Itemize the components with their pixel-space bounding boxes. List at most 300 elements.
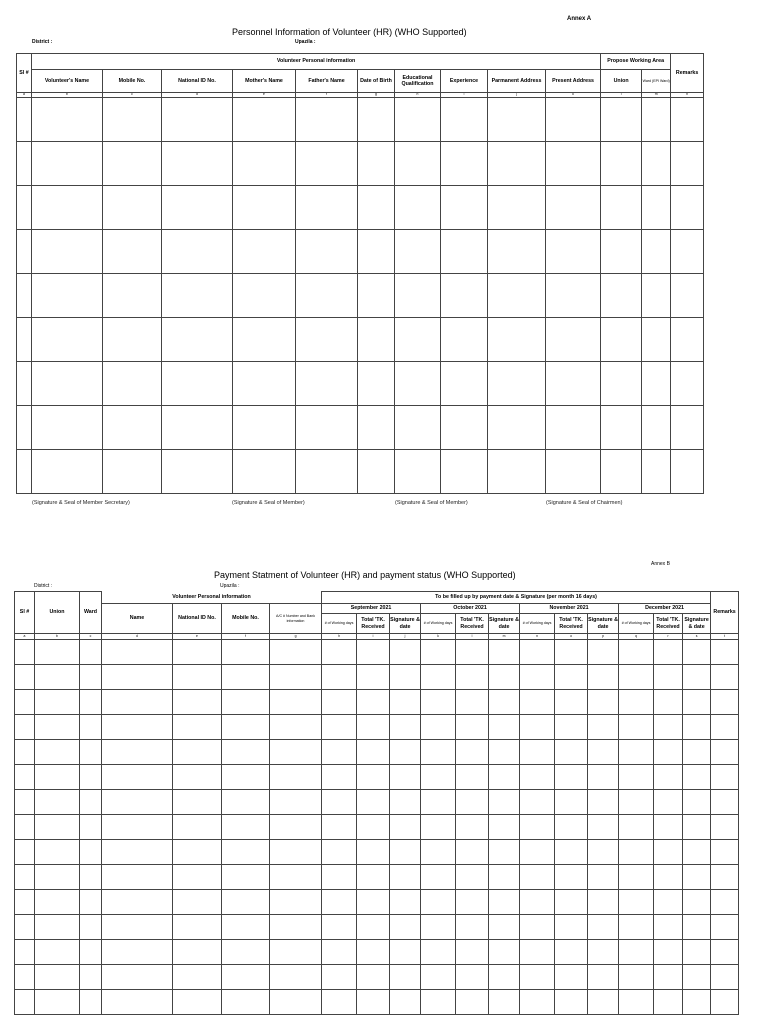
- b-entry-cell[interactable]: [619, 840, 654, 865]
- a-entry-cell[interactable]: [233, 362, 296, 406]
- a-entry-cell[interactable]: [441, 98, 488, 142]
- b-entry-cell[interactable]: [711, 890, 739, 915]
- b-entry-cell[interactable]: [173, 940, 222, 965]
- b-entry-cell[interactable]: [80, 740, 102, 765]
- a-entry-cell[interactable]: [103, 142, 162, 186]
- a-entry-cell[interactable]: [546, 230, 601, 274]
- b-entry-cell[interactable]: [683, 940, 711, 965]
- b-entry-cell[interactable]: [357, 940, 390, 965]
- b-entry-cell[interactable]: [654, 865, 683, 890]
- a-entry-cell[interactable]: [488, 142, 546, 186]
- b-entry-cell[interactable]: [683, 990, 711, 1015]
- b-entry-cell[interactable]: [421, 990, 456, 1015]
- a-entry-cell[interactable]: [671, 186, 704, 230]
- b-entry-cell[interactable]: [619, 965, 654, 990]
- b-entry-cell[interactable]: [390, 915, 421, 940]
- b-entry-cell[interactable]: [390, 690, 421, 715]
- b-entry-cell[interactable]: [102, 715, 173, 740]
- b-entry-cell[interactable]: [35, 965, 80, 990]
- b-entry-cell[interactable]: [15, 890, 35, 915]
- a-entry-cell[interactable]: [441, 142, 488, 186]
- b-entry-cell[interactable]: [102, 765, 173, 790]
- b-entry-cell[interactable]: [322, 840, 357, 865]
- b-entry-cell[interactable]: [173, 840, 222, 865]
- b-entry-cell[interactable]: [222, 840, 270, 865]
- a-entry-cell[interactable]: [601, 274, 642, 318]
- b-entry-cell[interactable]: [80, 790, 102, 815]
- a-entry-cell[interactable]: [32, 318, 103, 362]
- b-entry-cell[interactable]: [520, 740, 555, 765]
- b-entry-cell[interactable]: [102, 865, 173, 890]
- b-entry-cell[interactable]: [322, 665, 357, 690]
- b-entry-cell[interactable]: [711, 915, 739, 940]
- b-entry-cell[interactable]: [520, 990, 555, 1015]
- a-entry-cell[interactable]: [103, 406, 162, 450]
- b-entry-cell[interactable]: [683, 865, 711, 890]
- b-entry-cell[interactable]: [456, 790, 489, 815]
- b-entry-cell[interactable]: [421, 890, 456, 915]
- a-entry-cell[interactable]: [358, 362, 395, 406]
- b-entry-cell[interactable]: [270, 815, 322, 840]
- a-entry-cell[interactable]: [162, 450, 233, 494]
- a-entry-cell[interactable]: [395, 406, 441, 450]
- b-entry-cell[interactable]: [555, 990, 588, 1015]
- b-entry-cell[interactable]: [270, 665, 322, 690]
- a-entry-cell[interactable]: [17, 362, 32, 406]
- a-entry-cell[interactable]: [358, 450, 395, 494]
- b-entry-cell[interactable]: [711, 815, 739, 840]
- b-entry-cell[interactable]: [322, 940, 357, 965]
- a-entry-cell[interactable]: [642, 406, 671, 450]
- a-entry-cell[interactable]: [17, 186, 32, 230]
- b-entry-cell[interactable]: [322, 790, 357, 815]
- b-entry-cell[interactable]: [619, 990, 654, 1015]
- b-entry-cell[interactable]: [35, 815, 80, 840]
- b-entry-cell[interactable]: [456, 715, 489, 740]
- a-entry-cell[interactable]: [671, 318, 704, 362]
- b-entry-cell[interactable]: [102, 990, 173, 1015]
- b-entry-cell[interactable]: [322, 715, 357, 740]
- a-entry-cell[interactable]: [441, 230, 488, 274]
- b-entry-cell[interactable]: [619, 665, 654, 690]
- b-entry-cell[interactable]: [222, 965, 270, 990]
- b-entry-cell[interactable]: [222, 665, 270, 690]
- b-entry-cell[interactable]: [489, 765, 520, 790]
- b-entry-cell[interactable]: [456, 990, 489, 1015]
- a-entry-cell[interactable]: [32, 230, 103, 274]
- a-entry-cell[interactable]: [17, 406, 32, 450]
- a-entry-cell[interactable]: [162, 142, 233, 186]
- b-entry-cell[interactable]: [421, 865, 456, 890]
- b-entry-cell[interactable]: [35, 715, 80, 740]
- a-entry-cell[interactable]: [17, 230, 32, 274]
- b-entry-cell[interactable]: [588, 915, 619, 940]
- a-entry-cell[interactable]: [162, 406, 233, 450]
- b-entry-cell[interactable]: [711, 790, 739, 815]
- b-entry-cell[interactable]: [80, 915, 102, 940]
- b-entry-cell[interactable]: [357, 790, 390, 815]
- b-entry-cell[interactable]: [15, 690, 35, 715]
- b-entry-cell[interactable]: [489, 665, 520, 690]
- a-entry-cell[interactable]: [233, 98, 296, 142]
- a-entry-cell[interactable]: [601, 362, 642, 406]
- a-entry-cell[interactable]: [395, 274, 441, 318]
- b-entry-cell[interactable]: [619, 765, 654, 790]
- b-entry-cell[interactable]: [357, 840, 390, 865]
- b-entry-cell[interactable]: [102, 940, 173, 965]
- a-entry-cell[interactable]: [488, 274, 546, 318]
- a-entry-cell[interactable]: [441, 406, 488, 450]
- b-entry-cell[interactable]: [222, 715, 270, 740]
- b-entry-cell[interactable]: [390, 765, 421, 790]
- a-entry-cell[interactable]: [642, 450, 671, 494]
- b-entry-cell[interactable]: [421, 965, 456, 990]
- b-entry-cell[interactable]: [173, 790, 222, 815]
- b-entry-cell[interactable]: [222, 740, 270, 765]
- a-entry-cell[interactable]: [671, 142, 704, 186]
- b-entry-cell[interactable]: [654, 890, 683, 915]
- a-entry-cell[interactable]: [642, 98, 671, 142]
- b-entry-cell[interactable]: [222, 990, 270, 1015]
- b-entry-cell[interactable]: [421, 840, 456, 865]
- b-entry-cell[interactable]: [357, 865, 390, 890]
- b-entry-cell[interactable]: [520, 890, 555, 915]
- a-entry-cell[interactable]: [441, 362, 488, 406]
- a-entry-cell[interactable]: [103, 450, 162, 494]
- b-entry-cell[interactable]: [15, 640, 35, 665]
- b-entry-cell[interactable]: [520, 965, 555, 990]
- b-entry-cell[interactable]: [390, 815, 421, 840]
- b-entry-cell[interactable]: [683, 840, 711, 865]
- b-entry-cell[interactable]: [270, 790, 322, 815]
- b-entry-cell[interactable]: [270, 715, 322, 740]
- a-entry-cell[interactable]: [233, 406, 296, 450]
- a-entry-cell[interactable]: [233, 318, 296, 362]
- a-entry-cell[interactable]: [32, 142, 103, 186]
- a-entry-cell[interactable]: [546, 318, 601, 362]
- b-entry-cell[interactable]: [588, 765, 619, 790]
- b-entry-cell[interactable]: [683, 915, 711, 940]
- b-entry-cell[interactable]: [520, 765, 555, 790]
- a-entry-cell[interactable]: [233, 274, 296, 318]
- b-entry-cell[interactable]: [520, 815, 555, 840]
- a-entry-cell[interactable]: [546, 362, 601, 406]
- b-entry-cell[interactable]: [489, 865, 520, 890]
- a-entry-cell[interactable]: [233, 186, 296, 230]
- b-entry-cell[interactable]: [322, 740, 357, 765]
- a-entry-cell[interactable]: [103, 98, 162, 142]
- b-entry-cell[interactable]: [683, 890, 711, 915]
- b-entry-cell[interactable]: [456, 840, 489, 865]
- a-entry-cell[interactable]: [671, 406, 704, 450]
- a-entry-cell[interactable]: [358, 186, 395, 230]
- b-entry-cell[interactable]: [654, 740, 683, 765]
- a-entry-cell[interactable]: [233, 230, 296, 274]
- b-entry-cell[interactable]: [421, 715, 456, 740]
- a-entry-cell[interactable]: [671, 362, 704, 406]
- b-entry-cell[interactable]: [683, 815, 711, 840]
- b-entry-cell[interactable]: [654, 690, 683, 715]
- b-entry-cell[interactable]: [270, 890, 322, 915]
- b-entry-cell[interactable]: [683, 690, 711, 715]
- b-entry-cell[interactable]: [80, 965, 102, 990]
- a-entry-cell[interactable]: [296, 274, 358, 318]
- a-entry-cell[interactable]: [601, 450, 642, 494]
- b-entry-cell[interactable]: [619, 815, 654, 840]
- b-entry-cell[interactable]: [15, 740, 35, 765]
- b-entry-cell[interactable]: [322, 865, 357, 890]
- b-entry-cell[interactable]: [15, 965, 35, 990]
- b-entry-cell[interactable]: [357, 915, 390, 940]
- a-entry-cell[interactable]: [358, 406, 395, 450]
- b-entry-cell[interactable]: [35, 865, 80, 890]
- b-entry-cell[interactable]: [222, 790, 270, 815]
- a-entry-cell[interactable]: [17, 318, 32, 362]
- b-entry-cell[interactable]: [456, 740, 489, 765]
- b-entry-cell[interactable]: [102, 840, 173, 865]
- a-entry-cell[interactable]: [546, 406, 601, 450]
- a-entry-cell[interactable]: [441, 274, 488, 318]
- b-entry-cell[interactable]: [421, 765, 456, 790]
- b-entry-cell[interactable]: [15, 865, 35, 890]
- a-entry-cell[interactable]: [395, 318, 441, 362]
- b-entry-cell[interactable]: [619, 940, 654, 965]
- a-entry-cell[interactable]: [488, 230, 546, 274]
- a-entry-cell[interactable]: [296, 362, 358, 406]
- b-entry-cell[interactable]: [489, 965, 520, 990]
- a-entry-cell[interactable]: [488, 362, 546, 406]
- b-entry-cell[interactable]: [270, 765, 322, 790]
- a-entry-cell[interactable]: [17, 274, 32, 318]
- b-entry-cell[interactable]: [35, 740, 80, 765]
- b-entry-cell[interactable]: [711, 690, 739, 715]
- b-entry-cell[interactable]: [15, 715, 35, 740]
- b-entry-cell[interactable]: [683, 965, 711, 990]
- a-entry-cell[interactable]: [546, 98, 601, 142]
- b-entry-cell[interactable]: [357, 665, 390, 690]
- b-entry-cell[interactable]: [619, 715, 654, 740]
- b-entry-cell[interactable]: [390, 790, 421, 815]
- a-entry-cell[interactable]: [671, 98, 704, 142]
- a-entry-cell[interactable]: [642, 274, 671, 318]
- a-entry-cell[interactable]: [671, 450, 704, 494]
- a-entry-cell[interactable]: [488, 318, 546, 362]
- b-entry-cell[interactable]: [588, 665, 619, 690]
- b-entry-cell[interactable]: [456, 865, 489, 890]
- b-entry-cell[interactable]: [711, 665, 739, 690]
- a-entry-cell[interactable]: [296, 98, 358, 142]
- b-entry-cell[interactable]: [619, 740, 654, 765]
- a-entry-cell[interactable]: [296, 186, 358, 230]
- b-entry-cell[interactable]: [173, 965, 222, 990]
- b-entry-cell[interactable]: [456, 965, 489, 990]
- b-entry-cell[interactable]: [390, 965, 421, 990]
- b-entry-cell[interactable]: [421, 815, 456, 840]
- b-entry-cell[interactable]: [421, 740, 456, 765]
- b-entry-cell[interactable]: [35, 640, 80, 665]
- a-entry-cell[interactable]: [32, 406, 103, 450]
- a-entry-cell[interactable]: [32, 362, 103, 406]
- b-entry-cell[interactable]: [456, 915, 489, 940]
- b-entry-cell[interactable]: [270, 865, 322, 890]
- b-entry-cell[interactable]: [520, 865, 555, 890]
- b-entry-cell[interactable]: [456, 890, 489, 915]
- b-entry-cell[interactable]: [390, 840, 421, 865]
- b-entry-cell[interactable]: [15, 915, 35, 940]
- b-entry-cell[interactable]: [588, 940, 619, 965]
- b-entry-cell[interactable]: [520, 790, 555, 815]
- a-entry-cell[interactable]: [358, 230, 395, 274]
- b-entry-cell[interactable]: [222, 915, 270, 940]
- a-entry-cell[interactable]: [601, 406, 642, 450]
- a-entry-cell[interactable]: [546, 450, 601, 494]
- a-entry-cell[interactable]: [32, 274, 103, 318]
- b-entry-cell[interactable]: [15, 815, 35, 840]
- b-entry-cell[interactable]: [683, 790, 711, 815]
- b-entry-cell[interactable]: [357, 890, 390, 915]
- b-entry-cell[interactable]: [683, 640, 711, 665]
- a-entry-cell[interactable]: [358, 98, 395, 142]
- a-entry-cell[interactable]: [488, 98, 546, 142]
- b-entry-cell[interactable]: [555, 740, 588, 765]
- a-entry-cell[interactable]: [296, 142, 358, 186]
- b-entry-cell[interactable]: [619, 865, 654, 890]
- a-entry-cell[interactable]: [17, 98, 32, 142]
- b-entry-cell[interactable]: [456, 665, 489, 690]
- a-entry-cell[interactable]: [296, 318, 358, 362]
- b-entry-cell[interactable]: [390, 890, 421, 915]
- b-entry-cell[interactable]: [588, 815, 619, 840]
- b-entry-cell[interactable]: [80, 665, 102, 690]
- b-entry-cell[interactable]: [173, 890, 222, 915]
- b-entry-cell[interactable]: [322, 640, 357, 665]
- b-entry-cell[interactable]: [173, 990, 222, 1015]
- b-entry-cell[interactable]: [520, 640, 555, 665]
- a-entry-cell[interactable]: [441, 186, 488, 230]
- b-entry-cell[interactable]: [102, 740, 173, 765]
- a-entry-cell[interactable]: [395, 186, 441, 230]
- a-entry-cell[interactable]: [601, 142, 642, 186]
- b-entry-cell[interactable]: [322, 815, 357, 840]
- b-entry-cell[interactable]: [456, 640, 489, 665]
- b-entry-cell[interactable]: [270, 965, 322, 990]
- b-entry-cell[interactable]: [390, 865, 421, 890]
- b-entry-cell[interactable]: [619, 915, 654, 940]
- b-entry-cell[interactable]: [520, 915, 555, 940]
- a-entry-cell[interactable]: [103, 362, 162, 406]
- b-entry-cell[interactable]: [555, 940, 588, 965]
- b-entry-cell[interactable]: [222, 890, 270, 915]
- a-entry-cell[interactable]: [395, 98, 441, 142]
- b-entry-cell[interactable]: [357, 990, 390, 1015]
- b-entry-cell[interactable]: [654, 940, 683, 965]
- b-entry-cell[interactable]: [35, 990, 80, 1015]
- b-entry-cell[interactable]: [654, 990, 683, 1015]
- b-entry-cell[interactable]: [270, 640, 322, 665]
- a-entry-cell[interactable]: [162, 186, 233, 230]
- b-entry-cell[interactable]: [555, 690, 588, 715]
- a-entry-cell[interactable]: [395, 450, 441, 494]
- a-entry-cell[interactable]: [17, 142, 32, 186]
- b-entry-cell[interactable]: [102, 915, 173, 940]
- a-entry-cell[interactable]: [103, 230, 162, 274]
- b-entry-cell[interactable]: [555, 890, 588, 915]
- a-entry-cell[interactable]: [642, 362, 671, 406]
- b-entry-cell[interactable]: [80, 940, 102, 965]
- b-entry-cell[interactable]: [102, 890, 173, 915]
- a-entry-cell[interactable]: [601, 98, 642, 142]
- a-entry-cell[interactable]: [395, 230, 441, 274]
- b-entry-cell[interactable]: [520, 940, 555, 965]
- b-entry-cell[interactable]: [102, 665, 173, 690]
- b-entry-cell[interactable]: [555, 915, 588, 940]
- b-entry-cell[interactable]: [555, 815, 588, 840]
- b-entry-cell[interactable]: [357, 965, 390, 990]
- b-entry-cell[interactable]: [15, 765, 35, 790]
- b-entry-cell[interactable]: [711, 865, 739, 890]
- b-entry-cell[interactable]: [15, 940, 35, 965]
- b-entry-cell[interactable]: [711, 990, 739, 1015]
- a-entry-cell[interactable]: [358, 318, 395, 362]
- b-entry-cell[interactable]: [357, 690, 390, 715]
- a-entry-cell[interactable]: [601, 186, 642, 230]
- b-entry-cell[interactable]: [489, 815, 520, 840]
- a-entry-cell[interactable]: [441, 318, 488, 362]
- a-entry-cell[interactable]: [358, 274, 395, 318]
- b-entry-cell[interactable]: [489, 915, 520, 940]
- b-entry-cell[interactable]: [270, 840, 322, 865]
- b-entry-cell[interactable]: [322, 915, 357, 940]
- b-entry-cell[interactable]: [35, 765, 80, 790]
- b-entry-cell[interactable]: [390, 990, 421, 1015]
- b-entry-cell[interactable]: [222, 940, 270, 965]
- b-entry-cell[interactable]: [520, 840, 555, 865]
- b-entry-cell[interactable]: [102, 965, 173, 990]
- b-entry-cell[interactable]: [102, 690, 173, 715]
- b-entry-cell[interactable]: [270, 690, 322, 715]
- b-entry-cell[interactable]: [588, 790, 619, 815]
- b-entry-cell[interactable]: [421, 915, 456, 940]
- b-entry-cell[interactable]: [555, 765, 588, 790]
- b-entry-cell[interactable]: [654, 765, 683, 790]
- b-entry-cell[interactable]: [588, 865, 619, 890]
- b-entry-cell[interactable]: [654, 965, 683, 990]
- a-entry-cell[interactable]: [296, 450, 358, 494]
- a-entry-cell[interactable]: [103, 186, 162, 230]
- b-entry-cell[interactable]: [102, 640, 173, 665]
- b-entry-cell[interactable]: [619, 890, 654, 915]
- b-entry-cell[interactable]: [357, 815, 390, 840]
- b-entry-cell[interactable]: [520, 690, 555, 715]
- b-entry-cell[interactable]: [489, 690, 520, 715]
- b-entry-cell[interactable]: [15, 665, 35, 690]
- b-entry-cell[interactable]: [588, 990, 619, 1015]
- b-entry-cell[interactable]: [35, 790, 80, 815]
- a-entry-cell[interactable]: [441, 450, 488, 494]
- b-entry-cell[interactable]: [421, 790, 456, 815]
- a-entry-cell[interactable]: [601, 230, 642, 274]
- b-entry-cell[interactable]: [35, 690, 80, 715]
- b-entry-cell[interactable]: [102, 790, 173, 815]
- a-entry-cell[interactable]: [162, 274, 233, 318]
- b-entry-cell[interactable]: [222, 765, 270, 790]
- b-entry-cell[interactable]: [80, 765, 102, 790]
- b-entry-cell[interactable]: [520, 715, 555, 740]
- b-entry-cell[interactable]: [35, 915, 80, 940]
- b-entry-cell[interactable]: [357, 740, 390, 765]
- b-entry-cell[interactable]: [619, 790, 654, 815]
- b-entry-cell[interactable]: [588, 715, 619, 740]
